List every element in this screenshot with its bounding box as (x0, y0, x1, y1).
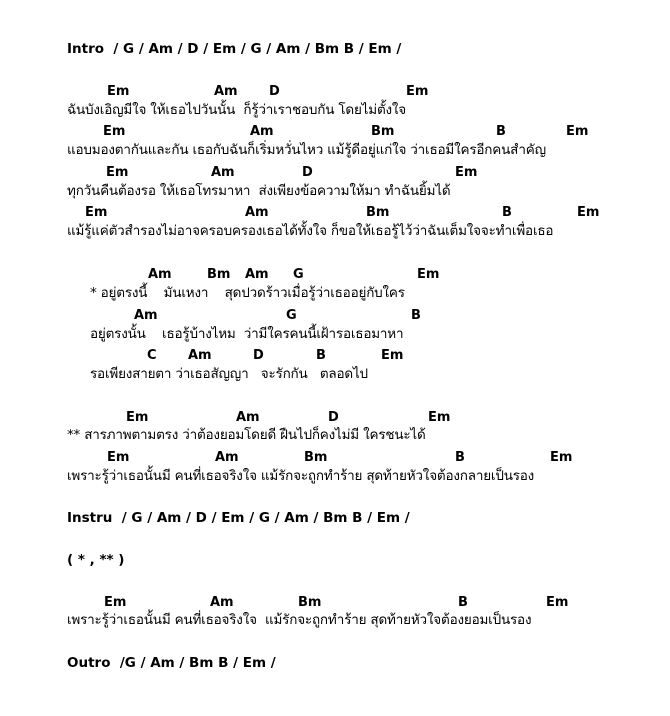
chord: B (455, 450, 465, 465)
lyric-line: เพราะรู้ว่าเธอนั้นมี คนที่เธอจริงใจ แม้รักจะถูกทำร้าย สุดท้ายหัวใจต้องกลายเป็นรอง (67, 468, 535, 484)
lyric-line: อยู่ตรงนั้น เธอรู้บ้างไหม ว่ามีใครคนนี้เฝ้ารอเธอมาหา (90, 326, 404, 342)
chord: Am (188, 348, 212, 363)
chord: B (496, 124, 506, 139)
chord: Em (103, 124, 126, 139)
chord: Am (210, 595, 234, 610)
chord: Bm (304, 450, 328, 465)
lyric-line: แอบมองตากันและกัน เธอกับฉันก็เริ่มหวั่นไหว แม้รู้ดีอยู่แก่ใจ ว่าเธอมีใครอีกคนสำคัญ (67, 142, 546, 158)
chord: B (316, 348, 326, 363)
chord: G (293, 267, 304, 282)
chord: Em (85, 205, 108, 220)
lyric-line: ** สารภาพตามตรง ว่าต้องยอมโดยดี ฝืนไปก็คงไม่มี ใครชนะได้ (67, 427, 426, 443)
chord: Em (550, 450, 573, 465)
chord: D (269, 84, 280, 99)
repeat-marker: ( * , ** ) (67, 552, 125, 568)
chord: Em (566, 124, 589, 139)
chord: Am (215, 450, 239, 465)
chord: Am (214, 84, 238, 99)
chord: Am (250, 124, 274, 139)
chord: Bm (298, 595, 322, 610)
chord: Em (577, 205, 600, 220)
lyric-line: เพราะรู้ว่าเธอนั้นมี คนที่เธอจริงใจ แม้รักจะถูกทำร้าย สุดท้ายหัวใจต้องยอมเป็นรอง (67, 612, 532, 628)
chord: Em (104, 595, 127, 610)
chord: Em (107, 450, 130, 465)
chord: B (411, 308, 421, 323)
lyric-line: แม้รู้แค่ตัวสำรองไม่อาจครอบครองเธอได้ทั้งใจ ก็ขอให้เธอรู้ไว้ว่าฉันเต็มใจจะทำเพื่อเธอ (67, 223, 554, 239)
chord: D (253, 348, 264, 363)
chord: C (147, 348, 157, 363)
chord: B (458, 595, 468, 610)
chord: Am (134, 308, 158, 323)
chord: Bm (366, 205, 390, 220)
chord: Em (107, 84, 130, 99)
chord: G (286, 308, 297, 323)
outro-line: Outro /G / Am / Bm B / Em / (67, 655, 276, 671)
chord: Em (546, 595, 569, 610)
chord: B (502, 205, 512, 220)
lyric-line: ทุกวันคืนต้องรอ ให้เธอโทรมาหา ส่งเพียงข้อความให้มา ทำฉันยิ้มได้ (67, 183, 451, 199)
chord: D (302, 165, 313, 180)
chord: Am (211, 165, 235, 180)
chord: Em (428, 410, 451, 425)
chord: Em (381, 348, 404, 363)
chord: Em (106, 165, 129, 180)
chord: Em (417, 267, 440, 282)
chord: Am (245, 205, 269, 220)
lyric-line: * อยู่ตรงนี้ มันเหงา สุดปวดร้าวเมื่อรู้ว่าเธออยู่กับใคร (90, 285, 405, 301)
chord: D (328, 410, 339, 425)
chord: Am (236, 410, 260, 425)
chord: Bm (371, 124, 395, 139)
chord: Am (245, 267, 269, 282)
intro-line: Intro / G / Am / D / Em / G / Am / Bm B / Em / (67, 41, 402, 57)
chord: Em (455, 165, 478, 180)
instru-line: Instru / G / Am / D / Em / G / Am / Bm B / Em / (67, 510, 410, 526)
chord: Bm (207, 267, 231, 282)
lyric-line: รอเพียงสายตา ว่าเธอสัญญา จะรักกัน ตลอดไป (90, 366, 368, 382)
chord: Am (148, 267, 172, 282)
chord: Em (406, 84, 429, 99)
chord: Em (126, 410, 149, 425)
lyric-line: ฉันบังเอิญมีใจ ให้เธอไปวันนั้น ก็รู้ว่าเราชอบกัน โดยไม่ตั้งใจ (67, 102, 407, 118)
